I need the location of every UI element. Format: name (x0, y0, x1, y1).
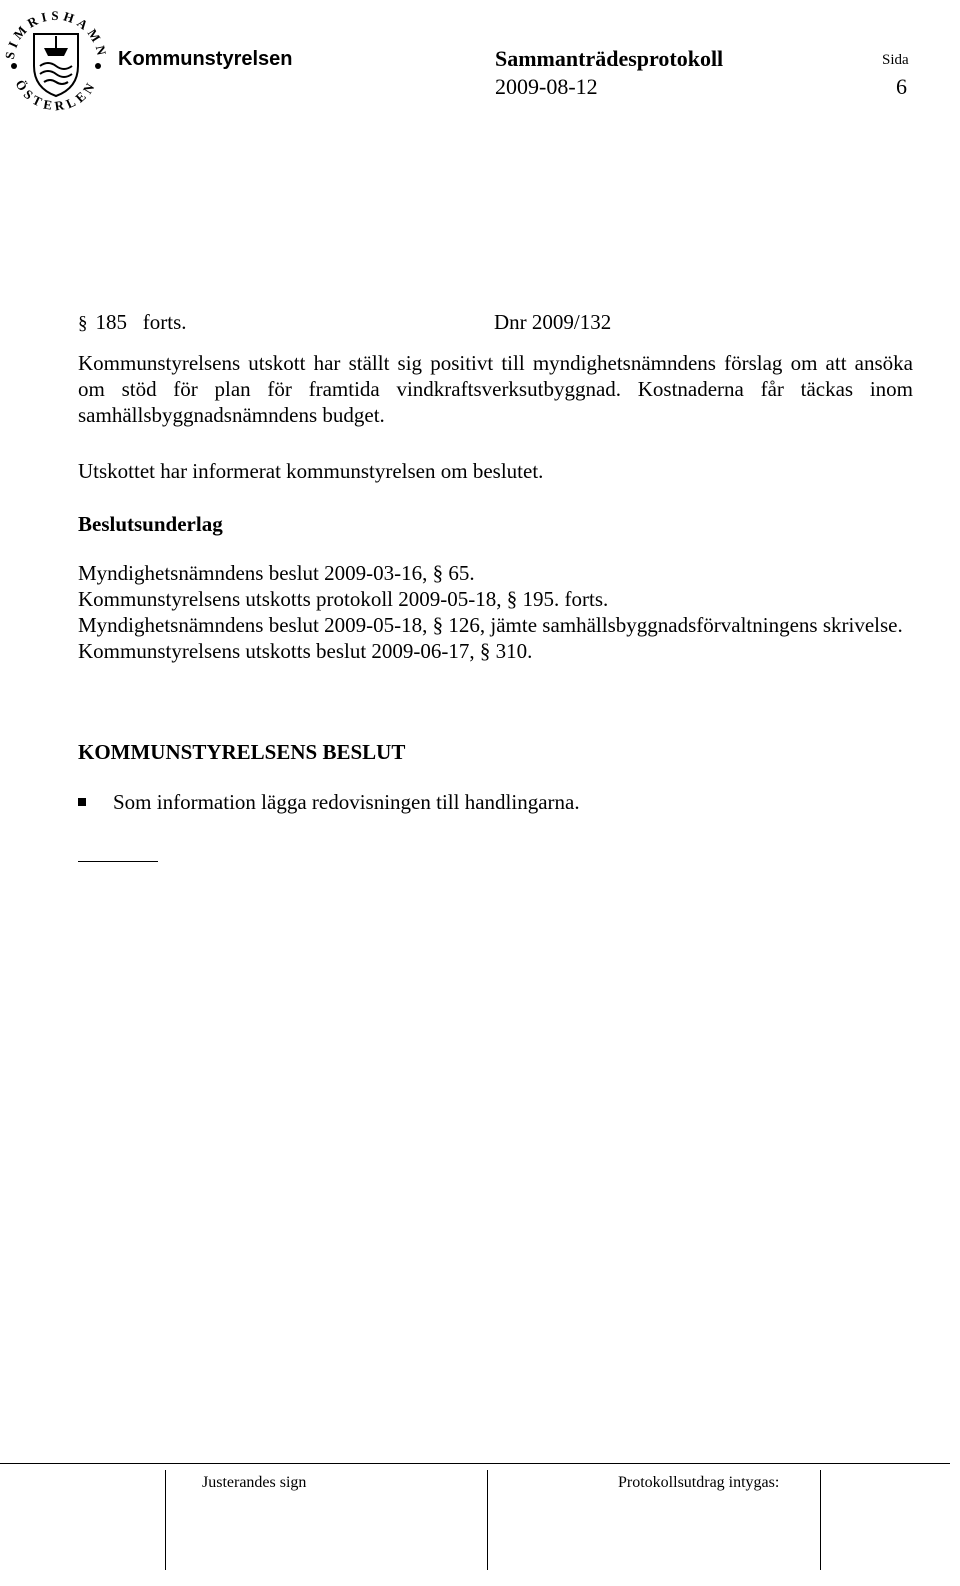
section-symbol: § (432, 613, 444, 637)
basis-item: Myndighetsnämndens beslut 2009-05-18, § 126, jämte samhällsbyggnadsförvaltningens skrivelse. (78, 613, 903, 637)
section-number: 185 (95, 310, 127, 334)
square-bullet-icon (78, 798, 86, 806)
logo-bottom-text: ÖSTERLEN (12, 77, 100, 114)
footer-sign-label: Justerandes sign (202, 1474, 307, 1491)
municipality-logo (0, 0, 112, 118)
header-organization: Kommunstyrelsen (118, 48, 293, 70)
header-page-number: 6 (896, 74, 907, 99)
section-symbol: § (479, 639, 491, 663)
header-date: 2009-08-12 (495, 74, 598, 99)
basis-item: Myndighetsnämndens beslut 2009-03-16, § 65. (78, 561, 475, 585)
header-document-title: Sammanträdesprotokoll (495, 46, 724, 71)
paragraph-informed: Utskottet har informerat kommunstyrelsen om beslutet. (78, 459, 544, 483)
footer-rule (0, 1463, 950, 1464)
basis-heading: Beslutsunderlag (78, 512, 223, 536)
section-symbol: § (506, 587, 518, 611)
municipality-seal-icon (0, 0, 112, 118)
header-page-label: Sida (882, 52, 909, 68)
basis-item: Kommunstyrelsens utskotts beslut 2009-06-17, § 310. (78, 639, 533, 663)
diary-number: Dnr 2009/132 (494, 310, 612, 334)
end-rule (78, 861, 158, 862)
basis-item: Kommunstyrelsens utskotts protokoll 2009-05-18, § 195. forts. (78, 587, 609, 611)
decision-bullet-text: Som information lägga redovisningen till handlingarna. (113, 790, 580, 814)
logo-top-text: SIMRISHAMN (1, 7, 111, 61)
decision-heading: KOMMUNSTYRELSENS BESLUT (78, 740, 406, 764)
section-symbol: § (78, 313, 88, 334)
footer-divider (820, 1470, 821, 1570)
section-line (78, 310, 612, 335)
section-symbol: § (432, 561, 444, 585)
section-continued: forts. (142, 310, 187, 334)
footer-divider (487, 1470, 488, 1570)
paragraph-proposal: Kommunstyrelsens utskott har ställt sig positivt till myndighetsnämndens förslag om att ansöka om stöd för plan för framtida vindkraftsverksutbyggnad. Kostnaderna får täckas inom samhällsbyggnadsnämndens budget. (78, 351, 913, 427)
footer-extract-label: Protokollsutdrag intygas: (618, 1474, 780, 1491)
basis-list (78, 560, 913, 664)
footer-divider (165, 1470, 166, 1570)
